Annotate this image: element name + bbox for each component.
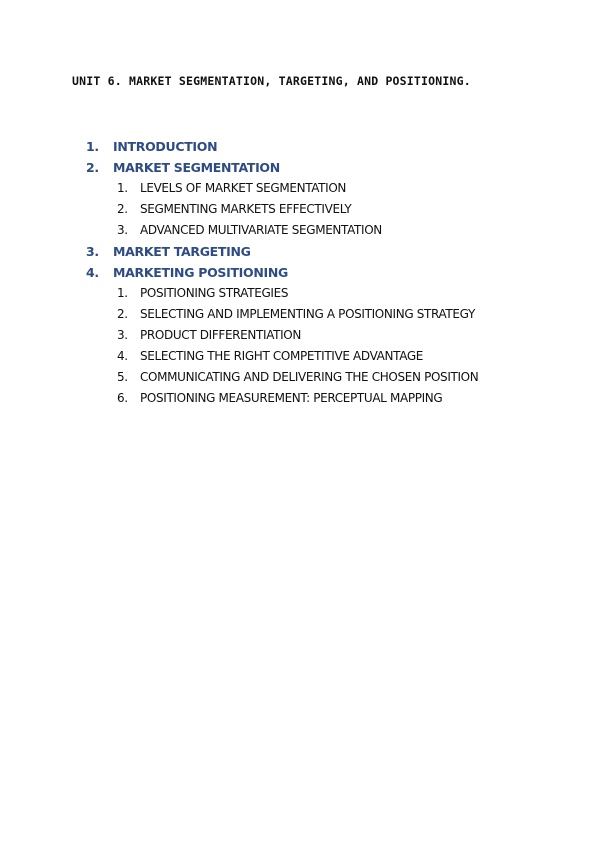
subsection-item bbox=[0, 325, 600, 346]
subsection-item bbox=[0, 388, 600, 409]
subsection-item bbox=[0, 367, 600, 388]
subsection-label: SEGMENTING MARKETS EFFECTIVELY bbox=[140, 202, 352, 216]
subsection-number: 3. bbox=[117, 328, 128, 342]
subsection-number: 1. bbox=[117, 286, 128, 300]
section-market-segmentation bbox=[0, 157, 600, 178]
section-label: MARKET TARGETING bbox=[113, 244, 251, 259]
subsection-item bbox=[0, 283, 600, 304]
section-number: 3. bbox=[86, 244, 99, 259]
subsection-item bbox=[0, 199, 600, 220]
table-of-contents bbox=[0, 136, 600, 409]
subsection-label: SELECTING AND IMPLEMENTING A POSITIONING STRATEGY bbox=[140, 307, 475, 321]
subsection-number: 1. bbox=[117, 181, 128, 195]
subsection-label: COMMUNICATING AND DELIVERING THE CHOSEN POSITION bbox=[140, 370, 479, 384]
unit-title: UNIT 6. MARKET SEGMENTATION, TARGETING, AND POSITIONING. bbox=[72, 74, 471, 88]
subsection-label: SELECTING THE RIGHT COMPETITIVE ADVANTAGE bbox=[140, 349, 424, 363]
subsection-number: 4. bbox=[117, 349, 128, 363]
subsection-item bbox=[0, 346, 600, 367]
section-label: MARKETING POSITIONING bbox=[113, 265, 288, 280]
subsection-label: ADVANCED MULTIVARIATE SEGMENTATION bbox=[140, 223, 382, 237]
subsection-label: LEVELS OF MARKET SEGMENTATION bbox=[140, 181, 347, 195]
section-label: MARKET SEGMENTATION bbox=[113, 160, 280, 175]
subsection-label: POSITIONING MEASUREMENT: PERCEPTUAL MAPPING bbox=[140, 391, 443, 405]
subsection-item bbox=[0, 304, 600, 325]
section-label: INTRODUCTION bbox=[113, 139, 218, 154]
subsection-item bbox=[0, 178, 600, 199]
subsection-number: 6. bbox=[117, 391, 128, 405]
section-number: 4. bbox=[86, 265, 99, 280]
section-market-targeting bbox=[0, 241, 600, 262]
subsection-item bbox=[0, 220, 600, 241]
section-number: 1. bbox=[86, 139, 99, 154]
section-number: 2. bbox=[86, 160, 99, 175]
subsection-number: 3. bbox=[117, 223, 128, 237]
section-marketing-positioning bbox=[0, 262, 600, 283]
subsection-label: PRODUCT DIFFERENTIATION bbox=[140, 328, 302, 342]
subsection-label: POSITIONING STRATEGIES bbox=[140, 286, 289, 300]
subsection-number: 5. bbox=[117, 370, 128, 384]
subsection-number: 2. bbox=[117, 202, 128, 216]
subsection-number: 2. bbox=[117, 307, 128, 321]
section-introduction bbox=[0, 136, 600, 157]
